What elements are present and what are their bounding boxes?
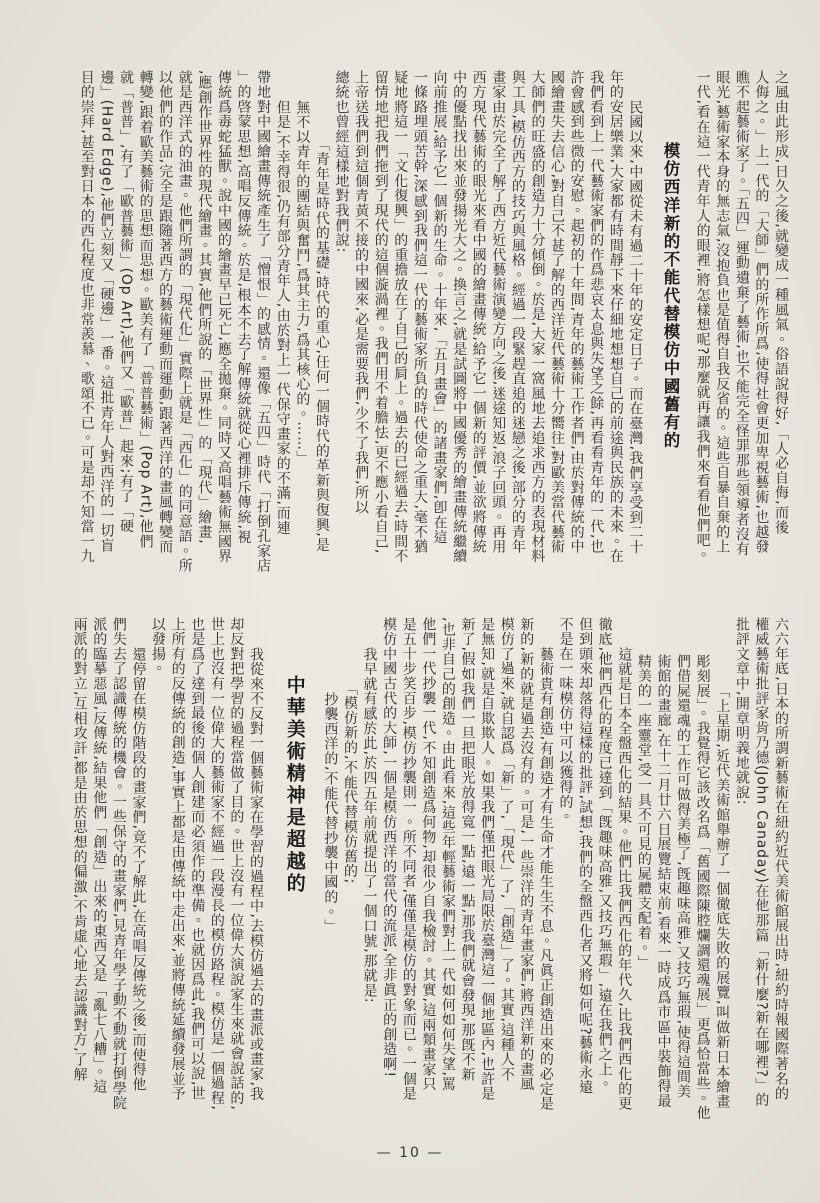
text-column: 目的崇拜,甚至對日本的西化程度也非常羨慕、歌頌不已。可是却不知當一九 <box>78 70 95 564</box>
text-column: 無不以青年的團結與奮鬥,爲其主力,爲其核心的。……」 <box>294 100 311 466</box>
text-column: 疑地將這一「文化復興」的重擔放在了自己的肩上。過去的已經過去,時間不 <box>392 70 409 564</box>
text-column: 權威藝術批評家肯乃德(John Canaday)在他那篇「新什麼?新在哪裡?」的 <box>753 617 770 1108</box>
text-column: 新的,新的就是過去沒有的。可是,一些崇洋的青年畫家們,將西洋新的畫風 <box>518 617 535 1092</box>
text-column: 與工具,模仿西方的技巧與風格。經過一段緊趕直追的迷戀之後,部分的青年 <box>509 70 526 555</box>
text-column: 傳統爲毒蛇猛獸。說中國的繪畫早已死亡,應全拋棄。同時又高唱藝術無國界 <box>215 70 232 564</box>
text-column: 兩派的對立,互相攻訐,都是由於思想的偏激,不肯虛心地去認識對方,了解 <box>71 617 88 1083</box>
text-column: 「模仿新的,不能代替模仿舊的; <box>341 681 358 885</box>
text-column: 藝術貴有創造,有創造才有生命才能生生不息。凡眞正創造出來的必定是 <box>537 647 554 1112</box>
article-top <box>76 70 790 592</box>
text-column: 邊」(Hard Edge),他們立刻又「硬邊」一番。這批青年人對西洋的一切盲 <box>98 70 115 553</box>
text-column: 以他們的作品,完全是跟隨著西方的藝術運動而運動,跟著西洋的畫風轉變而 <box>157 70 174 555</box>
text-column: 這就是日本全盤西化的結果。他們比我們西化的年代久,比我們西化的更 <box>616 647 633 1112</box>
text-column: 們借屍還魂的工作可做得美極了,旣趣味高雅,又技巧無瑕,使得這間美 <box>675 654 692 1099</box>
text-column: 國繪畫失去信心,對自己不甚了解的西洋近代藝術十分嚮往,對歐美當代藝術 <box>549 70 566 555</box>
text-column: 術館的畫廊,在十二月廿六日展覽結束前,看來一時成爲市區中裝飾得最 <box>655 654 672 1109</box>
text-column: 西方現代藝術的眼光來看中國的繪畫傳統,給予它一個新的評價,並欲將傳統 <box>470 70 487 555</box>
text-column: 派的臨摹惡風,反傳統,結果他們「創造」出來的東西又是「亂七八糟」。這 <box>91 617 108 1095</box>
text-column: 却反對把學習的過程當做了目的。世上沒有一位偉大演說家生來就會說話的, <box>228 617 245 1111</box>
text-column: 畫家由於完全了解了西方近代藝術演變方向之後,迷途知返,浪子回頭。再用 <box>490 70 507 555</box>
text-column: ,也非自己的創造。由此看來,這些年輕藝術家們對上一代如何如何失望,罵 <box>439 617 456 1092</box>
text-column: 民國以來,中國從未有過二十年的安定日子。而在臺灣,我們享受到二十 <box>627 100 644 555</box>
text-column: 我從來不反對一個藝術家在學習的過程中,去模仿過去的畫派或畫家,我 <box>248 647 264 1102</box>
text-column: 向前推展,給予它一個新的生命。十年來,「五月畫會」的諸畫家們,卽在這 <box>431 70 448 545</box>
page-number: — 10 — <box>376 1145 444 1161</box>
text-column: 模仿中國古代的大師,一個是模仿西洋的當代的流派,全非眞正的創造啊! <box>381 617 398 1078</box>
article-bottom <box>69 617 790 1139</box>
text-column: 是五十步笑百步,模仿抄襲則一。所不同者,僅僅是模仿的對象而已。一個是 <box>400 617 417 1102</box>
text-column: ,應創作世界性的現代繪畫。其實,他們所說的「世界性」的「現代」繪畫, <box>196 70 213 545</box>
text-column: 以發揚。 <box>150 617 167 677</box>
text-column: 他們一代抄襲一代,不知創造爲何物,却很少自我檢討。其實,這兩類畫家只 <box>420 617 437 1092</box>
text-column: 「上星期,近代美術館舉辦了一個徹底失敗的展覽,叫做新日本繪畫 <box>714 684 731 1109</box>
article-top-headline: 模仿西洋新的不能代替模仿中國舊有的 <box>661 142 681 450</box>
text-column: 就是西洋式的油畫。他們所謂的「現代化」實際上就是「西化」的同意語。所 <box>176 70 193 574</box>
text-column: 們失去了認識傳統的機會。一些保守的畫家們,見青年學子動不動就打倒學院 <box>110 617 127 1111</box>
text-column: 帶地對中國繪畫傳統產生了「憎恨」的感情。還像「五四」時代「打倒孔家店 <box>255 70 272 574</box>
text-column: 還停留在模仿階段的畫家們,竟不了解此,在高唱反傳統之後,而使得他 <box>130 647 147 1092</box>
text-column: 世上也沒有一位偉大的藝術家不經過一段漫長的模仿路程。模仿是一個過程, <box>208 617 225 1111</box>
text-column: 也是爲了達到最後的個人創建而必須作的準備。也就因爲此,我們可以說,世 <box>189 617 206 1102</box>
text-column: 精美的一座靈堂,受一具不可見的屍體支配着。」 <box>635 654 652 971</box>
text-column: 上所有的反傳統的創造,事實上都是由傳統中走出來,並將傳統延續發展並予 <box>169 617 186 1102</box>
text-column: 我們看到上一代藝術家們的作爲悲哀太息與失望之餘,再看看青年的一代,也 <box>588 70 605 555</box>
text-column: 之風由此形成,日久之後,就變成一種風氣。俗語說得好,「人必自侮,而後 <box>773 70 789 536</box>
text-column: 我早就有感於此,於四五年前就提出了一個口號,那就是: <box>361 647 378 1004</box>
text-column: 中的優點找出來並發揚光大之。換言之,就是試圖將中國優秀的繪畫傳統繼續 <box>451 70 468 564</box>
text-column: 留情地把我們拖到了現代的這個漩渦裡。我們用不着膽怯,更不應小看自己, <box>372 70 389 555</box>
text-column: 不是在一味模仿中可以獲得的。 <box>557 617 574 825</box>
text-column: 彫刻展」。我覺得它該改名爲「舊國際陳腔爛調還魂展」更爲恰當些。他 <box>694 654 711 1121</box>
text-column: 」的啓蒙思想,高唱反傳統。於是,根本不去了解傳統就從心裡排斥傳統,視 <box>235 70 252 545</box>
text-column: 新了,假如我們一旦把眼光放得寬一點,遠一點,那我們就會發現,那旣不新 <box>459 617 476 1083</box>
text-column: 模仿了過來,就自認爲「新」了,「現代」了,「創造」了。其實,這種人不 <box>498 617 515 1083</box>
text-column: 抄襲西洋的,不能代替抄襲中國的。」 <box>322 692 339 935</box>
text-column: 人侮之。」上一代的「大師」們的所作所爲,使得社會更加卑視藝術,也越發 <box>753 70 770 555</box>
text-column: 但到頭來却落得這樣的批評,試想,我們的全盤西化者又將如何呢?藝術永遠 <box>577 617 594 1095</box>
text-column: 一代,看在這一代青年人的眼裡,將怎樣想呢?那麼就再讓我們來看看他們吧。 <box>694 70 711 563</box>
text-column: 批評文章中,開章明義地就說: <box>733 617 750 806</box>
text-column: 轉變,跟着歐美藝術的思想而思想。歐美有了「普普藝術」(Pop Art),他們 <box>137 70 154 549</box>
text-column: 一條路埋頭苦幹,深感到我們這一代的藝術家所負的時代使命之重大,毫不猶 <box>411 70 428 555</box>
text-column: 大師們的旺盛的創造力十分傾倒。於是,大家一窩風地去追求西方的表現材料 <box>529 70 546 564</box>
text-column: 許會感到些微的安慰。起初的十年間,青年的藝術工作者們,由於對傳統的中 <box>568 70 585 555</box>
text-column: 但是,不幸得很,仍有部分青年人,由於對上一代保守畫家的不滿,而連 <box>274 100 291 536</box>
text-column: 總統也曾經這樣地對我們說: <box>333 70 350 254</box>
text-column: 瞧不起藝術家了。「五四」運動遺棄了藝術,也不能完全怪罪那些領導者沒有 <box>733 70 750 557</box>
text-column: 六六年底,日本的所謂新藝術在紐約近代美術館展出時,紐約時報國際著名的 <box>773 617 789 1102</box>
text-column: 眼光,藝術家本身的無志氣,沒抱負也是值得自我反省的。這些自暴自棄的上 <box>714 70 731 555</box>
text-column: 「青年是時代的基礎,時代的重心,任何一個時代的革新與復興,是 <box>313 137 330 553</box>
text-column: 上帝送我們到這個青黃不接的中國來,必是需要我們,少不了我們,所以 <box>353 70 370 515</box>
article-bottom-headline: 中華美術精神是超越的 <box>283 675 306 895</box>
text-column: 年的安居樂業,大家都有時間靜下來仔細地想想自己的前途與民族的未來。在 <box>607 70 624 564</box>
text-column: 就「普普」,有了「歐普藝術」(Op Art),他們又「歐普」起來;有了「硬 <box>117 70 134 534</box>
text-column: 是無知,就是自欺欺人。如果我們僅把眼光局限於臺灣這一個地區內,也許是 <box>479 617 496 1102</box>
text-column: 徹底,他們西化的程度已達到「旣趣味高雅,又技巧無瑕」,遠在我們之上。 <box>596 617 613 1092</box>
